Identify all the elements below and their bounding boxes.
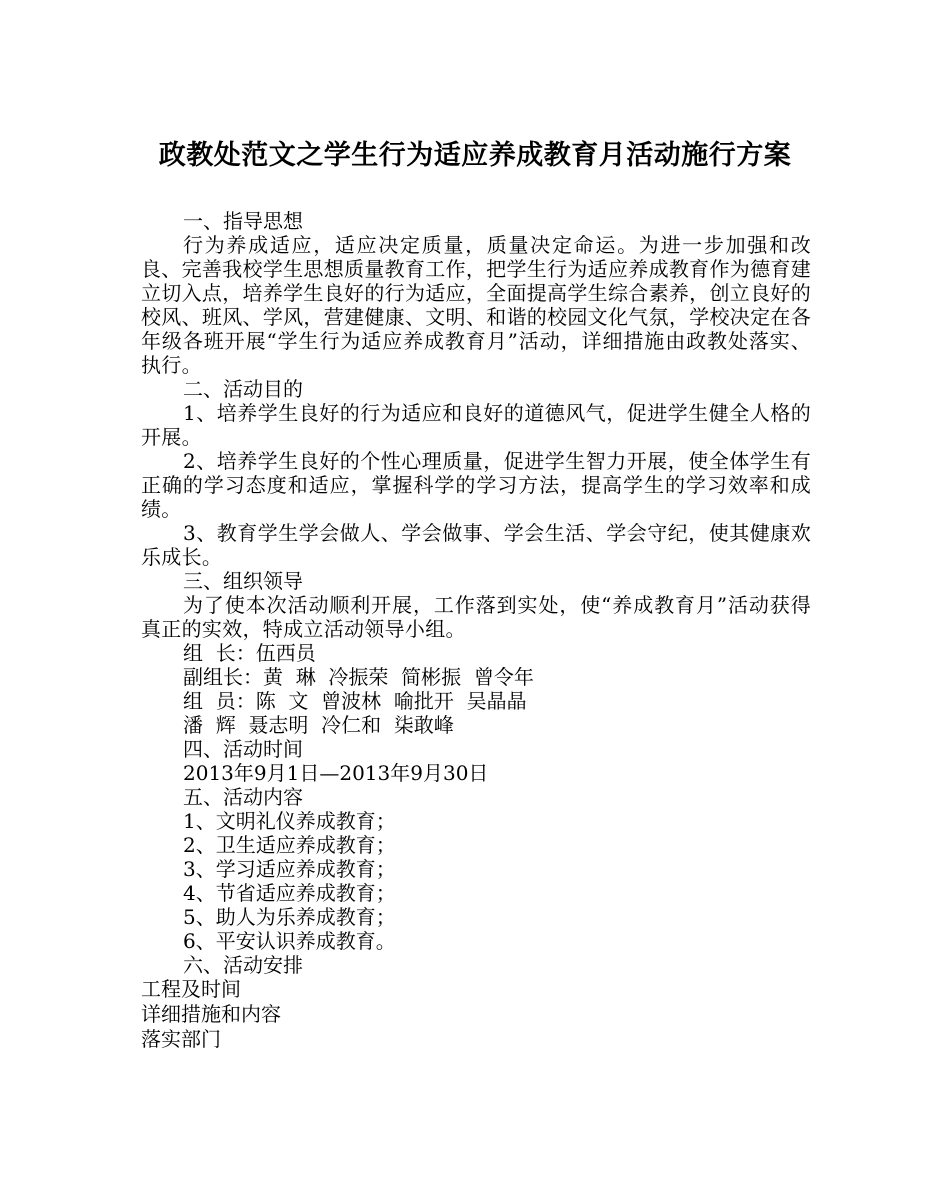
document-title: 政教处范文之学生行为适应养成教育月活动施行方案 [158, 140, 792, 171]
section-heading-activity-content: 五、活动内容 [183, 785, 303, 809]
leader-line: 组 长：伍西员 [183, 641, 316, 665]
list-item-content-1: 1、文明礼仪养成教育； [183, 809, 396, 833]
list-item-content-2: 2、卫生适应养成教育； [183, 833, 396, 857]
paragraph-organization: 为了使本次活动顺利开展，工作落到实处，使“养成教育月”活动获得真正的实效，特成立活动领导小组。 [141, 593, 811, 641]
list-item-goal-2: 2、培养学生良好的个性心理质量，促进学生智力开展，使全体学生有正确的学习态度和适应，掌握科学的学习方法，提高学生的学习效率和成绩。 [141, 449, 811, 521]
section-heading-activity-goals: 二、活动目的 [183, 377, 303, 401]
members-line-continued: 潘 辉 聂志明 冷仁和 柒敢峰 [183, 713, 454, 737]
deputy-leader-line: 副组长：黄 琳 冷振荣 简彬振 曾令年 [183, 665, 534, 689]
list-item-goal-3: 3、教育学生学会做人、学会做事、学会生活、学会守纪，使其健康欢乐成长。 [141, 521, 811, 569]
section-heading-activity-time: 四、活动时间 [183, 737, 303, 761]
activity-time-range: 2013年9月1日—2013年9月30日 [183, 761, 489, 785]
paragraph-guiding-ideology: 行为养成适应，适应决定质量，质量决定命运。为进一步加强和改良、完善我校学生思想质量教育工作，把学生行为适应养成教育作为德育建立切入点，培养学生良好的行为适应，全面提高学生综合素养，创立良好的校风、班风、学风，营建健康、文明、和谐的校园文化气氛，学校决定在各年级各班开展“学生行为适应养成教育月”活动，详细措施由政教处落实、执行。 [141, 233, 811, 377]
list-item-content-5: 5、助人为乐养成教育； [183, 905, 396, 929]
section-heading-organization: 三、组织领导 [183, 569, 303, 593]
table-header-responsible-department: 落实部门 [141, 1027, 221, 1051]
section-heading-guiding-ideology: 一、指导思想 [183, 209, 303, 233]
section-heading-activity-arrangement: 六、活动安排 [183, 953, 303, 977]
members-line: 组 员：陈 文 曾波林 喻批开 吴晶晶 [183, 689, 527, 713]
document-body [141, 209, 811, 1052]
list-item-content-4: 4、节省适应养成教育； [183, 881, 396, 905]
table-header-measures-and-content: 详细措施和内容 [141, 1002, 281, 1026]
list-item-content-3: 3、学习适应养成教育； [183, 857, 396, 881]
list-item-content-6: 6、平安认识养成教育。 [183, 929, 396, 953]
table-header-item-and-time: 工程及时间 [141, 977, 241, 1001]
list-item-goal-1: 1、培养学生良好的行为适应和良好的道德风气，促进学生健全人格的开展。 [141, 401, 811, 449]
